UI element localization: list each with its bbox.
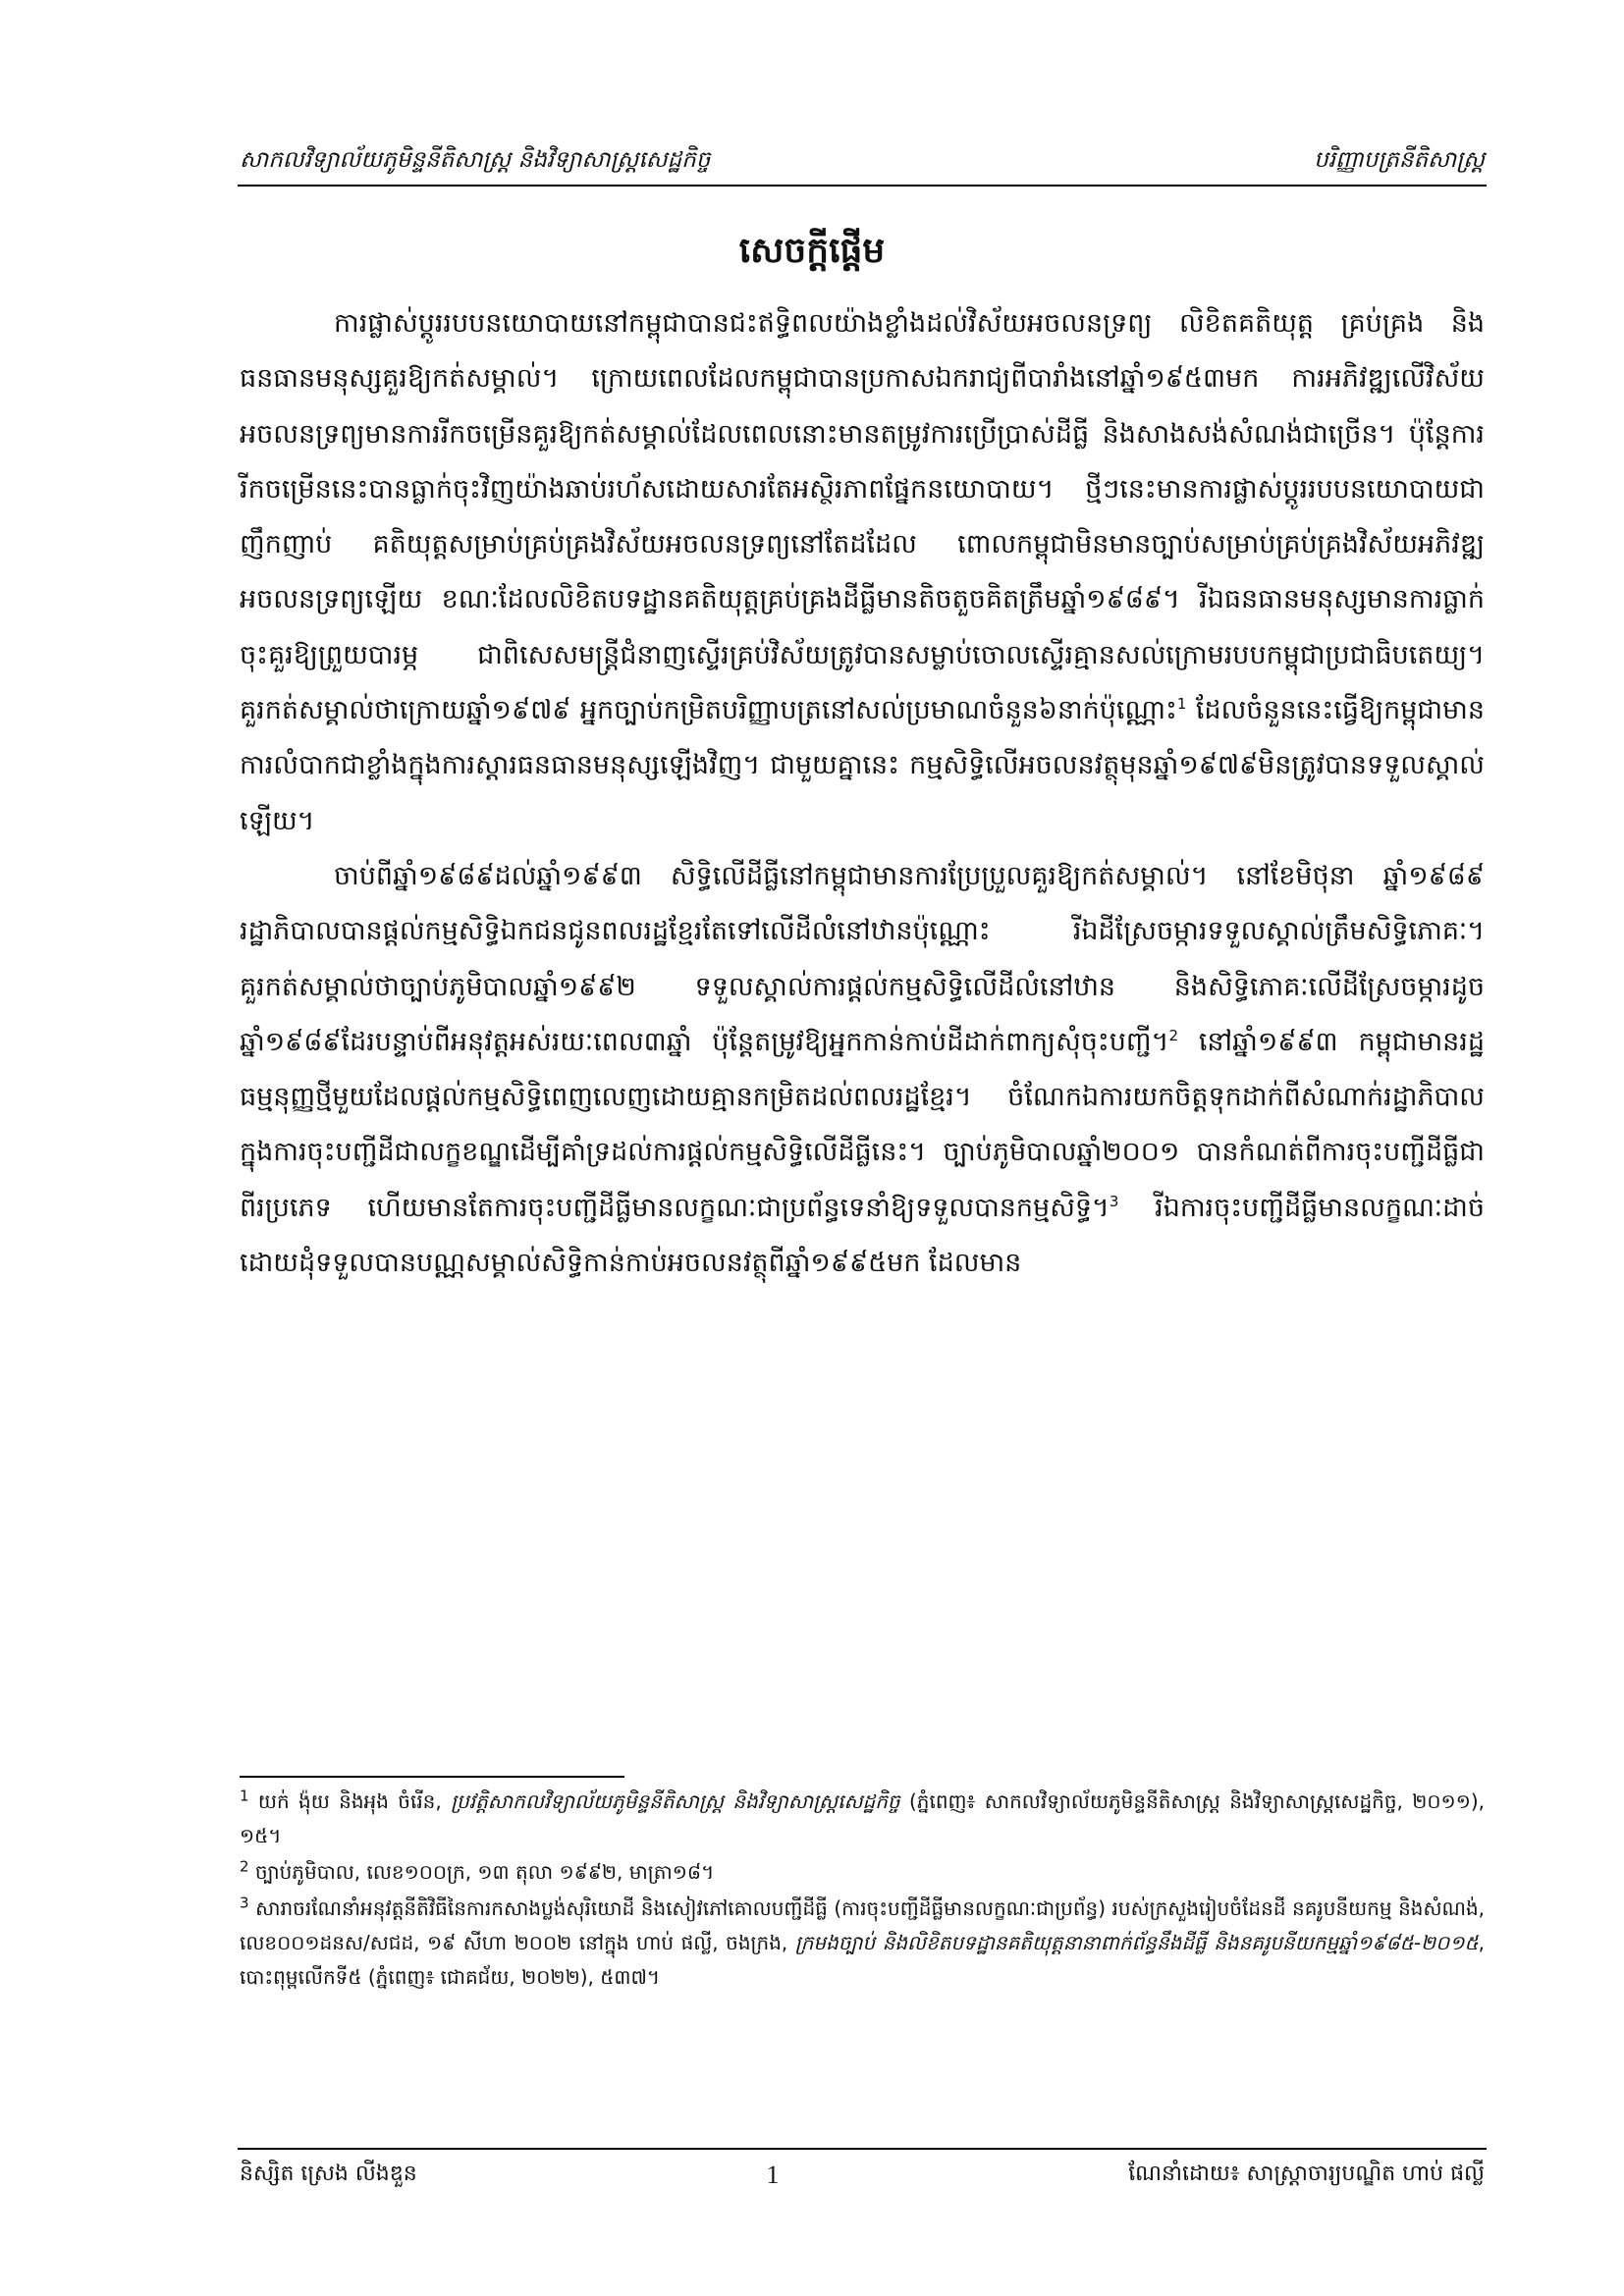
footnote-ref-3[interactable]: 3 (1109, 1192, 1119, 1210)
header-institution: សាកលវិទ្យាល័យភូមិន្ទនីតិសាស្ត្រ និងវិទ្យាសាស្ត្រសេដ្ឋកិច្ច (240, 147, 711, 173)
body-text (240, 296, 1485, 1291)
footnote-ref-1[interactable]: 1 (1176, 695, 1187, 714)
footer-rule (238, 2148, 1487, 2150)
paragraph-1: ការផ្លាស់ប្តូររបបនយោបាយនៅកម្ពុជាបានជះឥទ្ធិពលយ៉ាងខ្លាំងដល់វិស័យអចលនទ្រព្យ លិខិតគតិយុត្ត គ្រប់គ្រង និងធនធានមនុស្សគួរឱ្យកត់សម្គាល់។ ក្រោយពេលដែលកម្ពុជាបានប្រកាសឯករាជ្យពីបារាំងនៅឆ្នាំ១៩៥៣មក ការអភិវឌ្ឍលើវិស័យអចលនទ្រព្យមានការរីកចម្រើនគួរឱ្យកត់សម្គាល់ដែលពេលនោះមានតម្រូវការប្រើប្រាស់ដីធ្លី និងសាងសង់សំណង់ជាច្រើន។ ប៉ុន្តែការរីកចម្រើននេះបានធ្លាក់ចុះវិញយ៉ាងឆាប់រហ័សដោយសារតែអស្ថិរភាពផ្នែកនយោបាយ។ ថ្មីៗនេះមានការផ្លាស់ប្តូររបបនយោបាយជាញឹកញាប់ គតិយុត្តសម្រាប់គ្រប់គ្រងវិស័យអចលនទ្រព្យនៅតែដដែល ពោលកម្ពុជាមិនមានច្បាប់សម្រាប់គ្រប់គ្រងវិស័យអភិវឌ្ឍអចលនទ្រព្យឡើយ ខណៈដែលលិខិតបទដ្ឋានគតិយុត្តគ្រប់គ្រងដីធ្លីមានតិចតួចគិតត្រឹមឆ្នាំ១៩៨៩។ រីឯធនធានមនុស្សមានការធ្លាក់ចុះគួរឱ្យព្រួយបារម្ភ ជាពិសេសមន្ត្រីជំនាញស្ទើរគ្រប់វិស័យត្រូវបានសម្លាប់ចោលស្ទើរគ្មានសល់ក្រោមរបបកម្ពុជាប្រជាធិបតេយ្យ។ គួរកត់សម្គាល់ថាក្រោយឆ្នាំ១៩៧៩ អ្នកច្បាប់កម្រិតបរិញ្ញាបត្រនៅសល់ប្រមាណចំនួន៦នាក់ប៉ុណ្ណោះ$^1$ ដែលចំនួននេះធ្វើឱ្យកម្ពុជាមានការលំបាកជាខ្លាំងក្នុងការស្តារធនធានមនុស្សឡើងវិញ។ ជាមួយគ្នានេះ កម្មសិទ្ធិលើអចលនវត្ថុមុនឆ្នាំ១៩៧៩មិនត្រូវបានទទួលស្គាល់ឡើយ។ (240, 308, 1485, 836)
footnote-2: $^2$ ច្បាប់ភូមិបាល, លេខ១០០ក្រ, ១៣ តុលា ១៩៩២, មាត្រា១៨។ (240, 1857, 715, 1884)
footer-author: និស្សិត ស្រេង លីងឌួន (240, 2162, 417, 2186)
header-degree: បរិញ្ញាបត្រនីតិសាស្ត្រ (1314, 147, 1485, 173)
page-footer (240, 2156, 1485, 2195)
footnotes (240, 1785, 1485, 1997)
paragraph-2: ចាប់ពីឆ្នាំ១៩៨៩ដល់ឆ្នាំ១៩៩៣ សិទ្ធិលើដីធ្លីនៅកម្ពុជាមានការប្រែប្រួលគួរឱ្យកត់សម្គាល់។ នៅខែមិថុនា ឆ្នាំ១៩៨៩ រដ្ឋាភិបាលបានផ្តល់កម្មសិទ្ធិឯកជនជូនពលរដ្ឋខ្មែរតែទៅលើដីលំនៅឋានប៉ុណ្ណោះ រីឯដីស្រែចម្ការទទួលស្គាល់ត្រឹមសិទ្ធិភោគៈ។ គួរកត់សម្គាល់ថាច្បាប់ភូមិបាលឆ្នាំ១៩៩២ ទទួលស្គាល់ការផ្តល់កម្មសិទ្ធិលើដីលំនៅឋាន និងសិទ្ធិភោគៈលើដីស្រែចម្ការដូចឆ្នាំ១៩៨៩ដែរបន្ទាប់ពីអនុវត្តអស់រយៈពេល៣ឆ្នាំ ប៉ុន្តែតម្រូវឱ្យអ្នកកាន់កាប់ដីដាក់ពាក្យសុំចុះបញ្ជី។$^2$ នៅឆ្នាំ១៩៩៣ កម្ពុជាមានរដ្ឋធម្មនុញ្ញថ្មីមួយដែលផ្តល់កម្មសិទ្ធិពេញលេញដោយគ្មានកម្រិតដល់ពលរដ្ឋខ្មែរ។ ចំណែកឯការយកចិត្តទុកដាក់ពីសំណាក់រដ្ឋាភិបាលក្នុងការចុះបញ្ជីដីជាលក្ខខណ្ឌដើម្បីគាំទ្រដល់ការផ្តល់កម្មសិទ្ធិលើដីធ្លីនេះ។ ច្បាប់ភូមិបាលឆ្នាំ២០០១ បានកំណត់ពីការចុះបញ្ជីដីធ្លីជាពីរប្រភេទ ហើយមានតែការចុះបញ្ជីដីធ្លីមានលក្ខណៈជាប្រព័ន្ធទេនាំឱ្យទទួលបានកម្មសិទ្ធិ។$^3$ រីឯការចុះបញ្ជីដីធ្លីមានលក្ខណៈដាច់ដោយដុំទទួលបានបណ្ណសម្គាល់សិទ្ធិកាន់កាប់អចលនវត្ថុពីឆ្នាំ១៩៩៥មក ដែលមាន (240, 860, 1485, 1279)
running-header (240, 132, 1485, 179)
header-rule (238, 185, 1487, 187)
footer-advisor: ណែនាំដោយ៖ សាស្ត្រាចារ្យបណ្ឌិត ហាប់ ផល្លី (1128, 2162, 1485, 2186)
footnote-1: $^1$ យក់ ង៉ុយ និងអុង ចំរើន, ប្រវត្តិសាកលវិទ្យាល័យភូមិន្ទនីតិសាស្ត្រ និងវិទ្យាសាស្ត្រសេដ្ឋកិច្ច (ភ្នំពេញ៖ សាកលវិទ្យាល័យភូមិន្ទនីតិសាស្ត្រ និងវិទ្យាសាស្ត្រសេដ្ឋកិច្ច, ២០១១), ១៥។ (240, 1787, 1485, 1847)
footnote-3: $^3$ សារាចរណែនាំអនុវត្តនីតិវិធីនៃការកសាងប្លង់សុរិយោដី និងសៀវភៅគោលបញ្ជីដីធ្លី (ការចុះបញ្ជីដីធ្លីមានលក្ខណៈជាប្រព័ន្ធ) របស់ក្រសួងរៀបចំដែនដី នគរូបនីយកម្ម និងសំណង់, លេខ០០១ដនស/សជដ, ១៩ សីហា ២០០២ នៅក្នុង ហាប់ ផល្លី, ចងក្រង, ក្រមងច្បាប់ និងលិខិតបទដ្ឋានគតិយុត្តនានាពាក់ព័ន្ធនឹងដីធ្លី និងនគរូបនីយកម្មឆ្នាំ១៩៨៥-២០១៥, បោះពុម្ពលើកទី៥ (ភ្នំពេញ៖ ជោគជ័យ, ២០២២), ៥៣៧។ (240, 1894, 1485, 1989)
footnote-ref-2[interactable]: 2 (1168, 1026, 1178, 1044)
page-number: 1 (766, 2161, 780, 2189)
page-title: សេចក្តីផ្តើម (738, 231, 886, 271)
footnote-separator (240, 1776, 624, 1778)
